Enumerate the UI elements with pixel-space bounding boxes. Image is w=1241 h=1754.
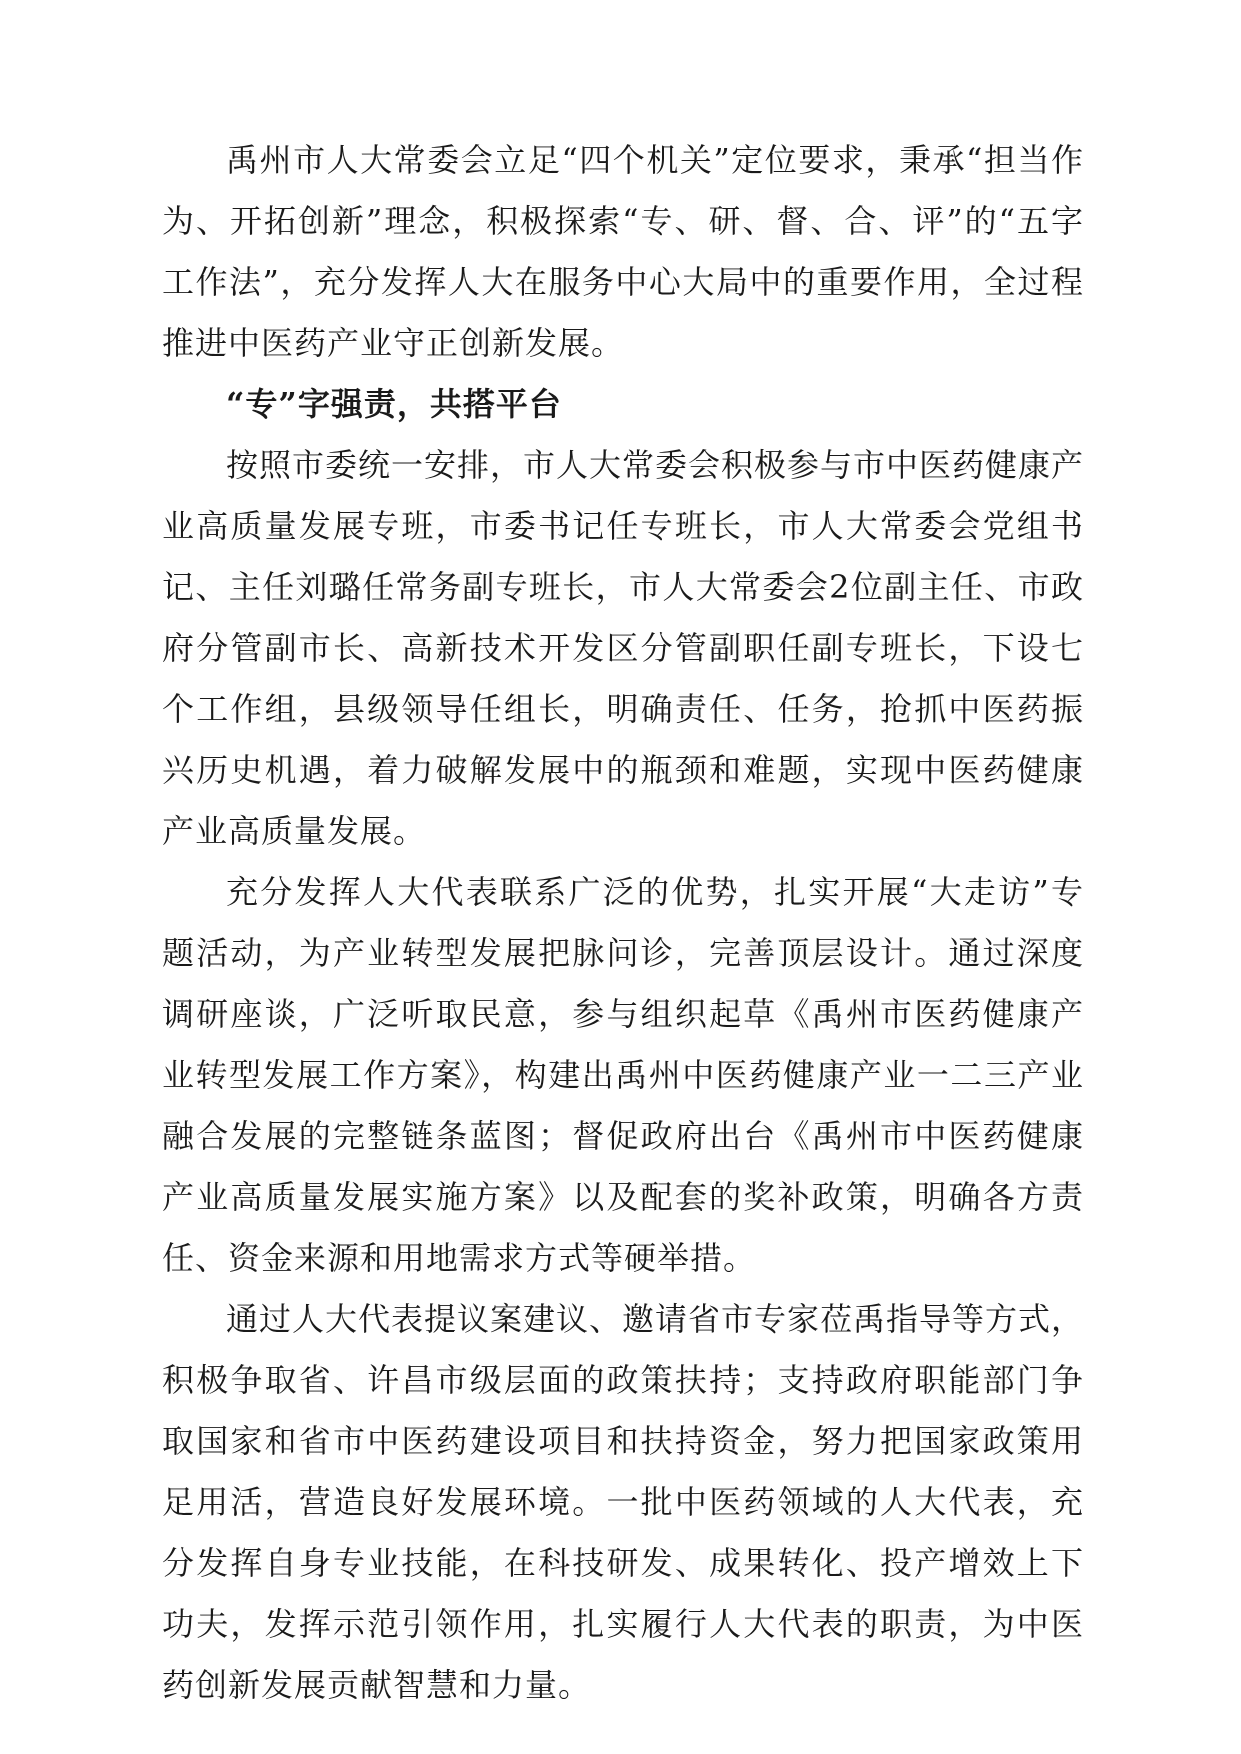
body-paragraph-3: 通过人大代表提议案建议、邀请省市专家莅禹指导等方式，积极争取省、许昌市级层面的政策扶持；支持政府职能部门争取国家和省市中医药建设项目和扶持资金，努力把国家政策用足用活，营造良好发展环境。一批中医药领域的人大代表，充分发挥自身专业技能，在科技研发、成果转化、投产增效上下功夫，发挥示范引领作用，扎实履行人大代表的职责，为中医药创新发展贡献智慧和力量。 xyxy=(162,1300,1085,1704)
body-paragraph-1: 按照市委统一安排，市人大常委会积极参与市中医药健康产业高质量发展专班，市委书记任专班长，市人大常委会党组书记、主任刘璐任常务副专班长，市人大常委会2位副主任、市政府分管副市长、高新技术开发区分管副职任副专班长，下设七个工作组，县级领导任组长，明确责任、任务，抢抓中医药振兴历史机遇，着力破解发展中的瓶颈和难题，实现中医药健康产业高质量发展。 xyxy=(162,446,1085,850)
section-heading: “专”字强责，共搭平台 xyxy=(226,385,562,423)
body-paragraph-2: 充分发挥人大代表联系广泛的优势，扎实开展“大走访”专题活动，为产业转型发展把脉问诊，完善顶层设计。通过深度调研座谈，广泛听取民意，参与组织起草《禹州市医药健康产业转型发展工作方案》，构建出禹州中医药健康产业一二三产业融合发展的完整链条蓝图；督促政府出台《禹州市中医药健康产业高质量发展实施方案》以及配套的奖补政策，明确各方责任、资金来源和用地需求方式等硬举措。 xyxy=(162,873,1084,1277)
intro-paragraph: 禹州市人大常委会立足“四个机关”定位要求，秉承“担当作为、开拓创新”理念，积极探索“专、研、督、合、评”的“五字工作法”，充分发挥人大在服务中心大局中的重要作用，全过程推进中医药产业守正创新发展。 xyxy=(162,141,1084,362)
document-body xyxy=(162,130,1084,1716)
